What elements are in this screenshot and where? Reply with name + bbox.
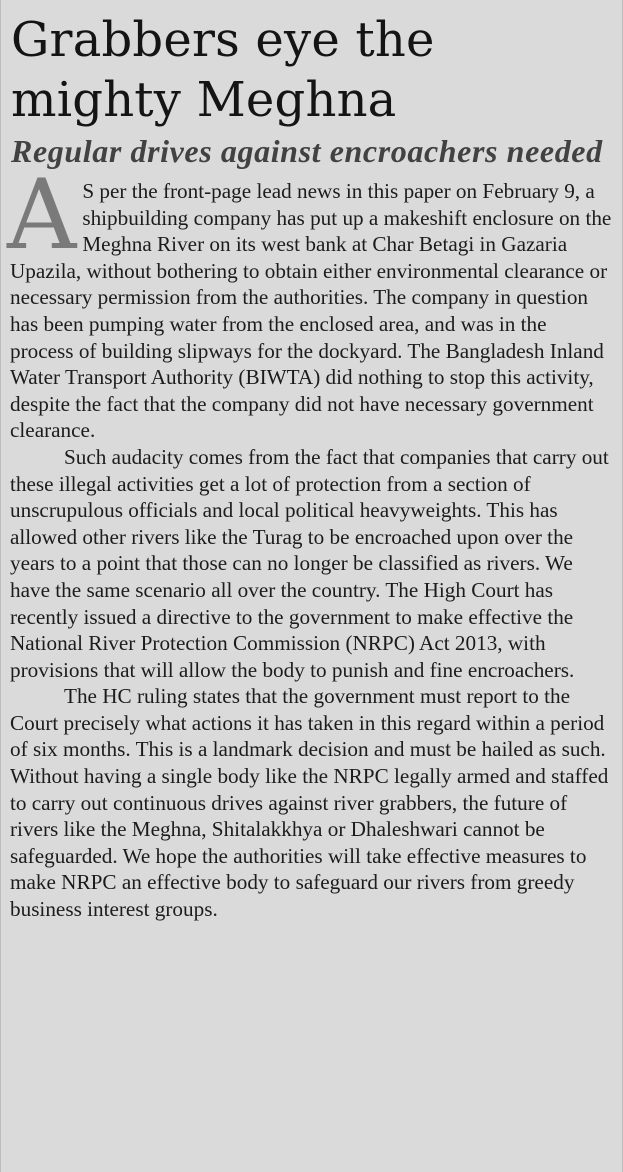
article-body xyxy=(7,159,612,923)
paragraph-1-text: S per the front-page lead news in this paper on February 9, a shipbuilding company has put up a makeshift enclosure on the Meghna River on its west bank at Char Betagi in Gazaria Upazila, without bothering to obtain either environmental clearance or necessary permission from the authorities. The company in question has been pumping water from the enclosed area, and was in the process of building slipways for the dockyard. The Bangladesh Inland Water Transport Authority (BIWTA) did nothing to stop this activity, despite the fact that the company did not have necessary government clearance. xyxy=(10,179,612,443)
headline xyxy=(11,10,612,130)
headline-line-1: Grabbers eye the xyxy=(11,12,435,68)
subheadline: Regular drives against encroachers needed xyxy=(11,133,603,169)
paragraph-2: Such audacity comes from the fact that companies that carry out these illegal activities get a lot of protection from a section of unscrupulous officials and local political heavyweights. This has allowed other rivers like the Turag to be encroached upon over the years to a point that those can no longer be classified as rivers. We have the same scenario all over the country. The High Court has recently issued a directive to the government to make effective the National River Protection Commission (NRPC) Act 2013, with provisions that will allow the body to punish and fine encroachers. xyxy=(10,444,609,682)
headline-line-2: mighty Meghna xyxy=(11,72,397,128)
paragraph-1 xyxy=(7,159,612,444)
paragraph-3: The HC ruling states that the government must report to the Court precisely what actions it has taken in this regard within a period of six months. This is a landmark decision and must be hailed as such. Without having a single body like the NRPC legally armed and staffed to carry out continuous drives against river grabbers, the future of rivers like the Meghna, Shitalakkhya or Dhaleshwari cannot be safeguarded. We hope the authorities will take effective measures to make NRPC an effective body to safeguard our rivers from greedy business interest groups. xyxy=(10,684,609,922)
drop-cap: A xyxy=(7,159,77,271)
